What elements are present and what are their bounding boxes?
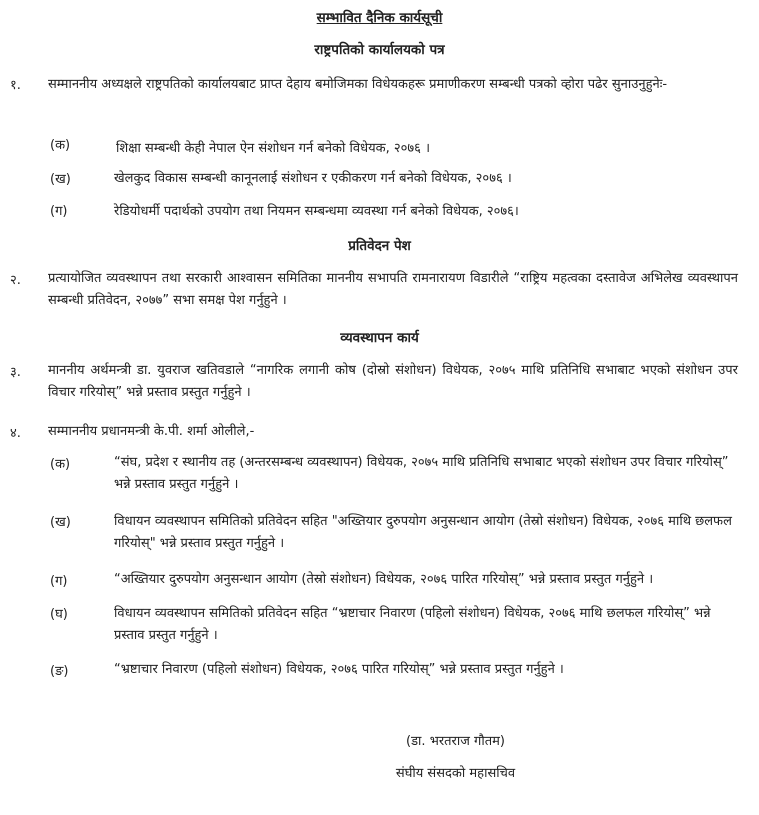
subitem-text: शिक्षा सम्बन्धी केही नेपाल ऐन संशोधन गर्न बनेको विधेयक, २०७६ ।	[116, 141, 430, 156]
item-1-text: सम्माननीय अध्यक्षले राष्ट्रपतिको कार्यालयबाट प्राप्त देहाय बमोजिमका विधेयकहरू प्रमाणीकरण सम्बन्धी पत्रको व्होरा पढेर सुनाउनुहुनेः-	[48, 77, 668, 92]
subitem-label: (ग)	[50, 574, 68, 589]
subitem-label: (ङ)	[50, 664, 69, 679]
subitem-label: (ग)	[50, 204, 68, 219]
item-number: १.	[10, 78, 21, 93]
item-number: २.	[10, 273, 21, 288]
subitem-label: (ख)	[50, 172, 71, 187]
subitem-text: “भ्रष्टाचार निवारण (पहिलो संशोधन) विधेयक, २०७६ पारित गरियोस्” भन्ने प्रस्ताव प्रस्तुत गर्नुहुने ।	[114, 662, 564, 677]
section-heading-report-submission: प्रतिवेदन पेश	[348, 238, 411, 254]
subitem-label: (ख)	[50, 515, 71, 530]
subitem-label: (घ)	[50, 607, 68, 622]
subitem-text: विधायन व्यवस्थापन समितिको प्रतिवेदन सहित "अख्तियार दुरुपयोग अनुसन्धान आयोग (तेस्रो संशोधन) विधेयक, २०७६ माथि छलफल गरियोस्" भन्ने प्रस्ताव प्रस्तुत गर्नुहुने ।	[114, 514, 732, 551]
item-number: ३.	[10, 365, 21, 380]
subitem-text: खेलकुद विकास सम्बन्धी कानूनलाई संशोधन र एकीकरण गर्न बनेको विधेयक, २०७६ ।	[114, 171, 512, 186]
item-number: ४.	[10, 426, 21, 441]
subitem-label: (क)	[50, 138, 71, 153]
document-title-text: सम्भावित दैनिक कार्यसूची	[316, 10, 443, 26]
document-title	[0, 8, 759, 28]
section-heading-president-letter: राष्ट्रपतिको कार्यालयको पत्र	[314, 42, 445, 58]
item-3-text: माननीय अर्थमन्त्री डा. युवराज खतिवडाले “नागरिक लगानी कोष (दोस्रो संशोधन) विधेयक, २०७५ माथि प्रतिनिधि सभाबाट भएको संशोधन उपर विचार गरियोस्” भन्ने प्रस्ताव प्रस्तुत गर्नुहुने ।	[48, 363, 738, 400]
subitem-text: “संघ, प्रदेश र स्थानीय तह (अन्तरसम्बन्ध व्यवस्थापन) विधेयक, २०७५ माथि प्रतिनिधि सभाबाट भएको संशोधन उपर विचार गरियोस्” भन्ने प्रस्ताव प्रस्तुत गर्नुहुने ।	[114, 455, 729, 492]
signatory-title: संघीय संसदको महासचिव	[395, 766, 516, 781]
item-4-text: सम्माननीय प्रधानमन्त्री के.पी. शर्मा ओलीले,-	[48, 424, 255, 439]
subitem-label: (क)	[50, 457, 71, 472]
subitem-text: रेडियोधर्मी पदार्थको उपयोग तथा नियमन सम्बन्धमा व्यवस्था गर्न बनेको विधेयक, २०७६।	[114, 204, 519, 219]
signatory-name: (डा. भरतराज गौतम)	[406, 734, 505, 749]
subitem-text: विधायन व्यवस्थापन समितिको प्रतिवेदन सहित “भ्रष्टाचार निवारण (पहिलो संशोधन) विधेयक, २०७६ माथि छलफल गरियोस्” भन्ने प्रस्ताव प्रस्तुत गर्नुहुने ।	[114, 606, 711, 643]
section-heading-legislative-business: व्यवस्थापन कार्य	[340, 330, 419, 346]
item-2-text: प्रत्यायोजित व्यवस्थापन तथा सरकारी आश्वासन समितिका माननीय सभापति रामनारायण विडारीले “राष्ट्रिय महत्वका दस्तावेज अभिलेख व्यवस्थापन सम्बन्धी प्रतिवेदन, २०७७” सभा समक्ष पेश गर्नुहुने ।	[48, 271, 738, 308]
subitem-text: “अख्तियार दुरुपयोग अनुसन्धान आयोग (तेस्रो संशोधन) विधेयक, २०७६ पारित गरियोस्” भन्ने प्रस्ताव प्रस्तुत गर्नुहुने ।	[114, 572, 654, 587]
